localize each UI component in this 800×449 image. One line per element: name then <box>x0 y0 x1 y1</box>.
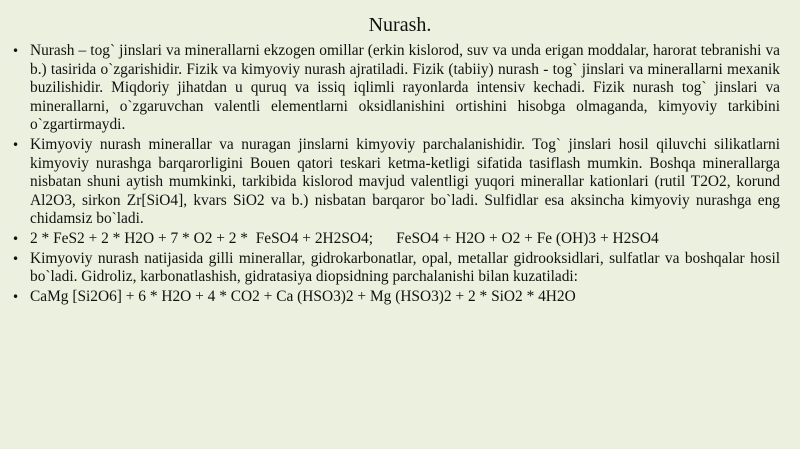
bullet-dot-icon: • <box>12 137 20 152</box>
bullet-dot-icon: • <box>12 289 20 304</box>
bullet-item <box>12 42 780 135</box>
bullet-dot-icon: • <box>12 231 20 246</box>
bullet-list <box>12 42 780 307</box>
bullet-item <box>12 136 780 229</box>
bullet-text: CaMg [Si2O6] + 6 * H2O + 4 * CO2 + Ca (HSO3)2 + Mg (HSO3)2 + 2 * SiO2 * 4H2O <box>30 287 576 305</box>
bullet-item <box>12 250 780 287</box>
bullet-text: Nurash – tog` jinslari va minerallarni ekzogen omillar (erkin kislorod, suv va unda erigan moddalar, harorat tebranishi va b.) tasirida o`zgarishidir. Fizik va kimyoviy nurash ajratiladi. Fizik (tabiiy) nurash - tog` jinslari va minerallarni mexanik buzilishidir. Miqdoriy jihatdan u quruq va issiq iqlimli rayonlarda intensiv kechadi. Fizik nurash tog` jinslari va minerallarni, o`zgaruvchan valentli elementlarni oksidlanishini ortishini hisobga olmaganda, kimyoviy tarkibini o`zgartirmaydi. <box>30 42 780 134</box>
bullet-text: Kimyoviy nurash natijasida gilli minerallar, gidrokarbonatlar, opal, metallar gidrooksidlari, sulfatlar va boshqalar hosil bo`ladi. Gidroliz, karbonatlashish, gidratasiya diopsidning parchalanishi bilan kuzatiladi: <box>30 249 780 286</box>
bullet-item <box>12 288 780 307</box>
bullet-text: Kimyoviy nurash minerallar va nuragan jinslarni kimyoviy parchalanishidir. Tog` jinslari hosil qiluvchi silikatlarni kimyoviy nurashga barqarorligini Bouen qatori teskari ketma-ketligi sifatida tasiflash mumkin. Boshqa minerallarga nisbatan shuni aytish mumkinki, tarkibida kislorod mavjud valentligi yuqori minerallar kationlari (rutil T2O2, korund Al2O3, sirkon Zr[SiO4], kvars SiO2 va b.) nisbatan barqaror bo`ladi. Sulfidlar esa aksincha kimyoviy nurashga eng chidamsiz bo`ladi. <box>30 135 780 228</box>
bullet-text: 2 * FeS2 + 2 * H2O + 7 * O2 + 2 * FeSO4 + 2H2SO4; FeSO4 + H2O + O2 + Fe (OH)3 + H2SO4 <box>30 229 659 247</box>
slide-title: Nurash. <box>368 14 432 36</box>
bullet-dot-icon: • <box>12 251 20 266</box>
bullet-item <box>12 230 780 249</box>
bullet-dot-icon: • <box>12 44 20 58</box>
